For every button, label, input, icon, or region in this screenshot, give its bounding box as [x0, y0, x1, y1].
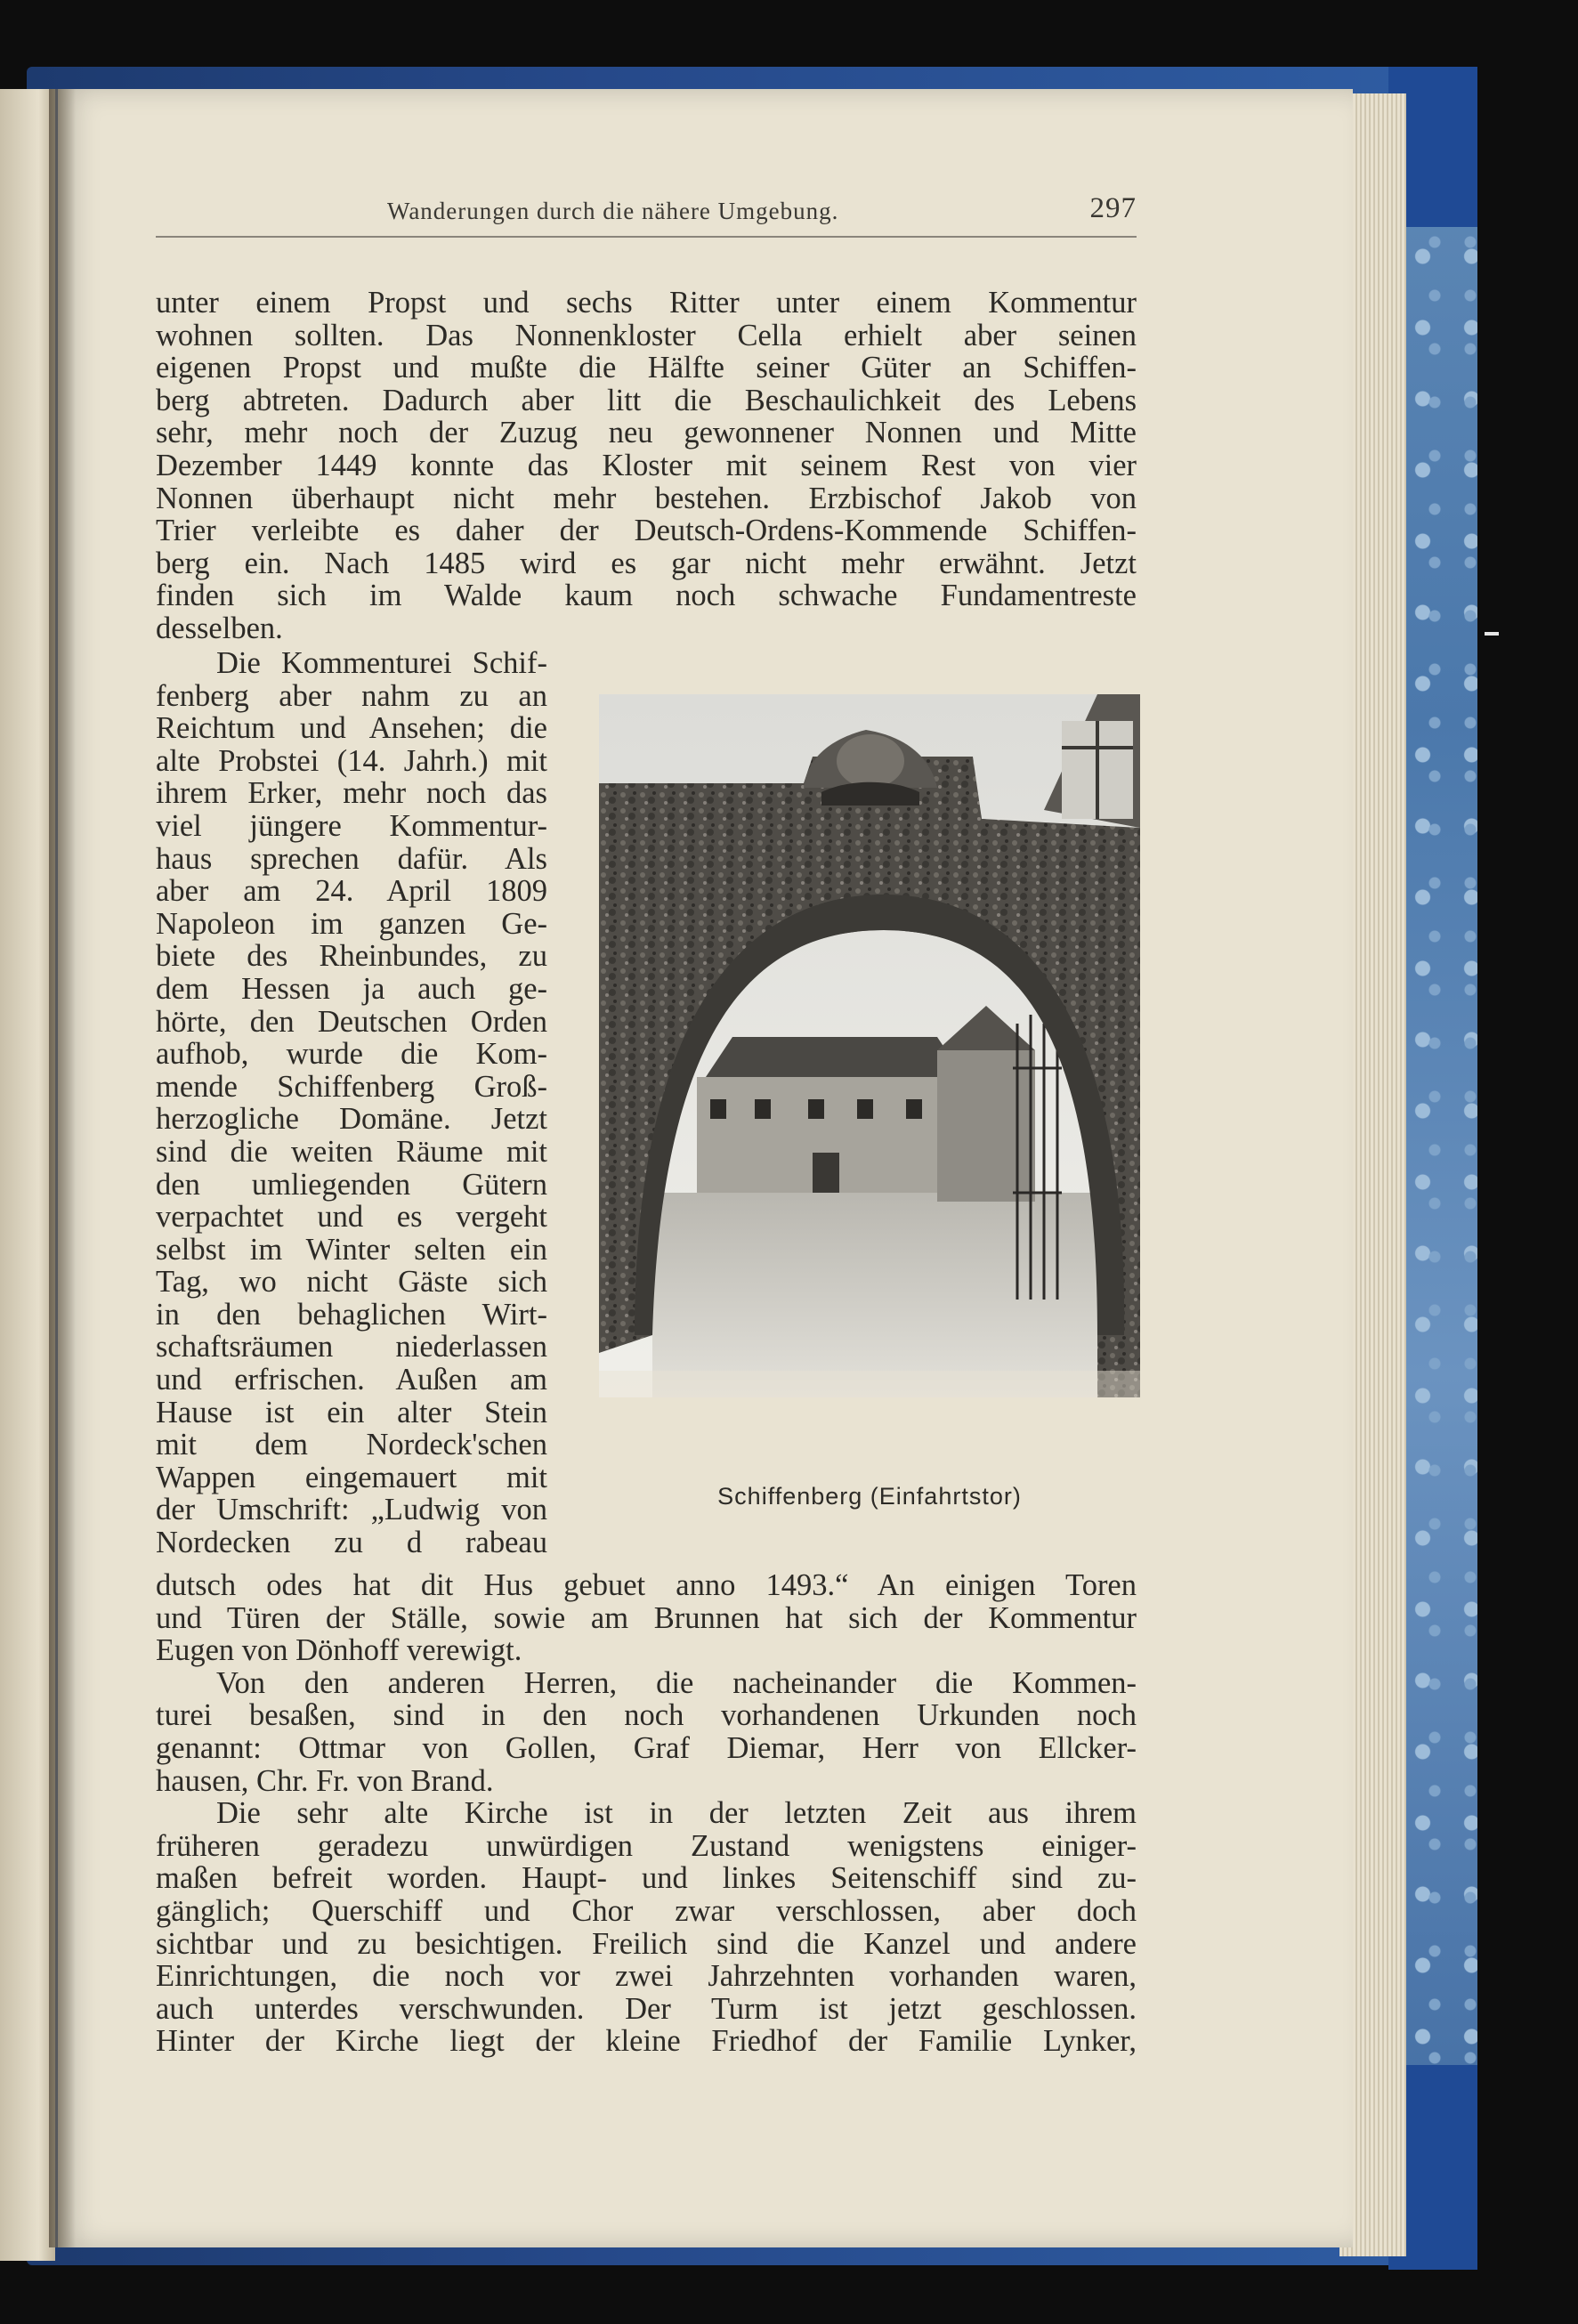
text-line: und erfrischen. Außen am	[156, 1363, 547, 1397]
text-line: Nonnen überhaupt nicht mehr bestehen. Erzbischof Jakob von	[156, 481, 1137, 515]
text-line: Nordecken zu d rabeau	[156, 1526, 547, 1560]
text-line: biete des Rheinbundes, zu	[156, 939, 547, 974]
text-line: turei besaßen, sind in den noch vorhandenen Urkunden noch	[156, 1698, 1137, 1733]
figure-caption: Schiffenberg (Einfahrtstor)	[717, 1483, 1022, 1510]
text-line: aufhob, wurde die Kom-	[156, 1037, 547, 1072]
running-head	[156, 194, 1137, 239]
running-title: Wanderungen durch die nähere Umgebung.	[387, 198, 839, 224]
text-line: selbst im Winter selten ein	[156, 1232, 547, 1267]
text-line: mende Schiffenberg Groß-	[156, 1069, 547, 1104]
text-line: sind die weiten Räume mit	[156, 1134, 547, 1169]
text-line: alte Probstei (14. Jahrh.) mit	[156, 743, 547, 778]
facing-page-edge	[0, 89, 55, 2261]
text-line: und Türen der Ställe, sowie am Brunnen hat sich der Kommentur	[156, 1600, 1137, 1635]
text-line: früheren geradezu unwürdigen Zustand wenigstens einiger-	[156, 1828, 1137, 1863]
text-line: Die Kommenturei Schif-	[216, 646, 547, 680]
text-line: Dezember 1449 konnte das Kloster mit seinem Rest von vier	[156, 448, 1137, 482]
text-line: gänglich; Querschiff und Chor zwar verschlossen, aber doch	[156, 1893, 1137, 1928]
text-line: wohnen sollten. Das Nonnenkloster Cella erhielt aber seinen	[156, 318, 1137, 352]
text-line: desselben.	[156, 611, 283, 645]
text-line: viel jüngere Kommentur-	[156, 808, 547, 843]
text-line: fenberg aber nahm zu an	[156, 678, 547, 713]
text-line: maßen befreit worden. Haupt- und linkes Seitenschiff sind zu-	[156, 1861, 1137, 1896]
text-line: unter einem Propst und sechs Ritter unter einem Kommentur	[156, 286, 1137, 320]
page-number: 297	[1089, 192, 1137, 224]
text-line: hörte, den Deutschen Orden	[156, 1004, 547, 1039]
header-rule	[156, 236, 1137, 238]
text-line: Eugen von Dönhoff verewigt.	[156, 1633, 522, 1668]
photo-gateway	[599, 694, 1140, 1397]
text-line: Trier verleibte es daher der Deutsch-Ordens-Kommende Schiffen-	[156, 514, 1137, 548]
text-line: finden sich im Walde kaum noch schwache Fundamentreste	[156, 579, 1137, 613]
body-text-top	[156, 287, 1137, 645]
body-text-bottom	[156, 1569, 1137, 2058]
text-line: hausen, Chr. Fr. von Brand.	[156, 1763, 494, 1798]
text-line: haus sprechen dafür. Als	[156, 841, 547, 876]
text-line: genannt: Ottmar von Gollen, Graf Diemar, Herr von Ellcker-	[156, 1730, 1137, 1765]
text-line: verpachtet und es vergeht	[156, 1200, 547, 1235]
text-line: Tag, wo nicht Gäste sich	[156, 1265, 547, 1300]
text-line: Hause ist ein alter Stein	[156, 1395, 547, 1429]
text-line: Von den anderen Herren, die nacheinander die Kommen-	[216, 1665, 1137, 1700]
text-line: herzogliche Domäne. Jetzt	[156, 1102, 547, 1137]
text-line: mit dem Nordeck'schen	[156, 1428, 547, 1462]
text-line: den umliegenden Gütern	[156, 1167, 547, 1202]
text-line: dutsch odes hat dit Hus gebuet anno 1493.“ An einigen Toren	[156, 1568, 1137, 1602]
text-line: eigenen Propst und mußte die Hälfte seiner Güter an Schiffen-	[156, 351, 1137, 385]
text-line: dem Hessen ja auch ge-	[156, 971, 547, 1006]
text-line: Wappen eingemauert mit	[156, 1460, 547, 1494]
text-line: Einrichtungen, die noch vor zwei Jahrzehnten vorhanden waren,	[156, 1959, 1137, 1994]
text-line: Napoleon im ganzen Ge-	[156, 906, 547, 941]
text-line: auch unterdes verschwunden. Der Turm ist jetzt geschlossen.	[156, 1991, 1137, 2026]
text-line: Reichtum und Ansehen; die	[156, 711, 547, 746]
page-gutter	[49, 89, 76, 2247]
text-line: Die sehr alte Kirche ist in der letzten Zeit aus ihrem	[216, 1796, 1137, 1831]
text-line: in den behaglichen Wirt-	[156, 1297, 547, 1332]
text-line: der Umschrift: „Ludwig von	[156, 1493, 547, 1527]
text-line: schaftsräumen niederlassen	[156, 1330, 547, 1364]
text-line: berg ein. Nach 1485 wird es gar nicht mehr erwähnt. Jetzt	[156, 546, 1137, 580]
text-line: sehr, mehr noch der Zuzug neu gewonnener Nonnen und Mitte	[156, 416, 1137, 450]
text-line: ihrem Erker, mehr noch das	[156, 776, 547, 811]
body-text-side	[156, 647, 547, 1559]
text-line: aber am 24. April 1809	[156, 874, 547, 909]
text-line: sichtbar und zu besichtigen. Freilich sind die Kanzel und andere	[156, 1926, 1137, 1961]
text-line: Hinter der Kirche liegt der kleine Friedhof der Familie Lynker,	[156, 2024, 1137, 2059]
text-line: berg abtreten. Dadurch aber litt die Beschaulichkeit des Lebens	[156, 383, 1137, 417]
scanner-edge-mark	[1485, 632, 1499, 636]
